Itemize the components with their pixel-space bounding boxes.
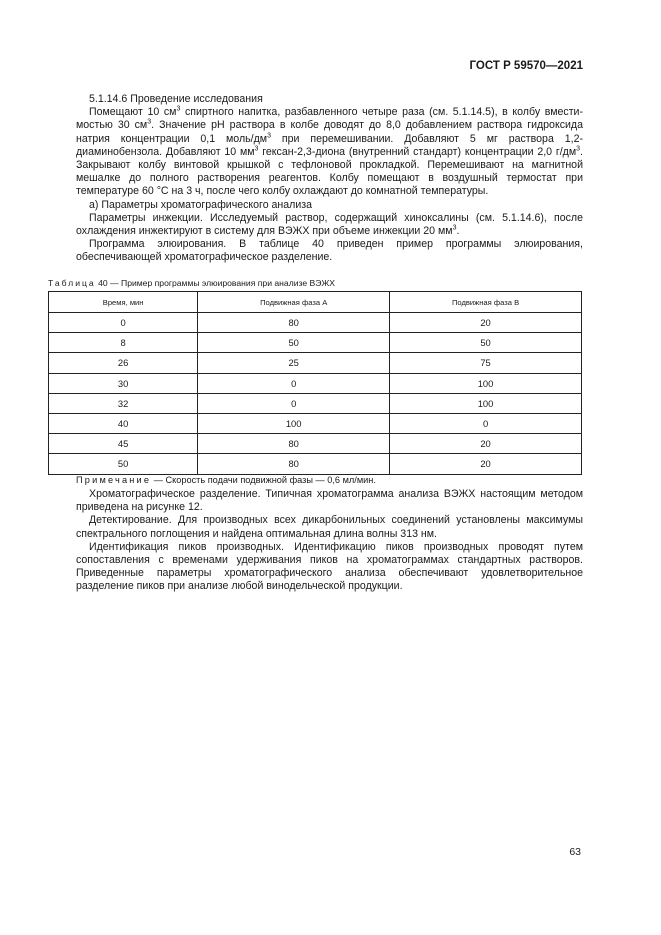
- cell-time: 26: [49, 353, 198, 373]
- page-number: 63: [569, 846, 581, 858]
- section-body-continued: [76, 488, 583, 594]
- cell-phase-a: 80: [198, 313, 390, 333]
- cell-phase-b: 20: [390, 434, 582, 454]
- section-body: [76, 93, 583, 265]
- paragraph-procedure: Помещают 10 $см^3$ спиртного напитка, разбавленного четыре раза (см. 5.1.14.5), в колбу вмести-мостью 30 $см^3$. Значение pH раствора в колбе доводят до 8,0 добавлением раствора гидроксида натрия концентрации 0,1 моль/$дм^3$ при перемешивании. Добавляют 5 мг раствора 1,2-диаминобензола. Добавляют 10 $мм^3$ гексан-2,3-диона (внутренний стандарт) концентрации 2,0 $г/дм^3$. Закрывают колбу винтовой крышкой с тефлоновой прокладкой. Перемешивают на магнитной мешалке до полного растворения реагентов. Колбу помещают в воздушный термостат при температуре 60 °С на 3 ч, после чего колбу охлаждают до комнатной температуры.: [76, 105, 584, 198]
- cell-time: 0: [49, 313, 198, 333]
- column-header: Подвижная фаза В: [390, 292, 582, 313]
- cell-phase-b: 20: [390, 313, 582, 333]
- cell-phase-a: 80: [198, 454, 390, 474]
- table-caption: Таблица 40 — Пример программы элюирования при анализе ВЭЖХ: [48, 278, 335, 288]
- cell-time: 30: [49, 373, 198, 393]
- section-title: 5.1.14.6 Проведение исследования: [89, 93, 263, 105]
- cell-phase-b: 75: [390, 353, 582, 373]
- table-row: [49, 393, 582, 413]
- elution-table: [48, 291, 582, 475]
- table-row: [49, 373, 582, 393]
- table-header-row: [49, 292, 582, 313]
- cell-phase-b: 0: [390, 413, 582, 433]
- cell-time: 8: [49, 333, 198, 353]
- paragraph-separation: Хроматографическое разделение. Типичная хроматограмма анализа ВЭЖХ настоящим методом приведена на рисунке 12.: [76, 488, 583, 514]
- paragraph-identification: Идентификация пиков производных. Идентификацию пиков производных проводят путем сопоставления с временами удерживания пиков на хроматограммах стандартных растворов. Приведенные параметры хроматографического анализа обеспечивают удовлетворительное разделение пиков при анализе любой винодельческой продукции.: [76, 540, 583, 593]
- cell-phase-a: 80: [198, 434, 390, 454]
- paragraph-injection: Параметры инжекции. Исследуемый раствор, содержащий хиноксалины (см. 5.1.14.6), после охлаждения инжектируют в систему для ВЭЖХ при объеме инжекции 20 $мм^3$.: [76, 211, 583, 238]
- cell-phase-b: 100: [390, 373, 582, 393]
- column-header: Время, мин: [49, 292, 198, 313]
- column-header: Подвижная фаза А: [198, 292, 390, 313]
- standard-code: ГОСТ Р 59570—2021: [469, 60, 583, 72]
- cell-time: 50: [49, 454, 198, 474]
- table-row: [49, 353, 582, 373]
- table-row: [49, 333, 582, 353]
- table-row: [49, 313, 582, 333]
- cell-phase-a: 25: [198, 353, 390, 373]
- cell-time: 45: [49, 434, 198, 454]
- cell-phase-a: 100: [198, 413, 390, 433]
- paragraph-detection: Детектирование. Для производных всех дикарбонильных соединений установлены максимумы спектрального поглощения и найдена оптимальная длина волны 313 нм.: [76, 514, 583, 540]
- cell-time: 32: [49, 393, 198, 413]
- cell-phase-b: 20: [390, 454, 582, 474]
- table-row: [49, 454, 582, 474]
- table-row: [49, 413, 582, 433]
- cell-time: 40: [49, 413, 198, 433]
- cell-phase-b: 50: [390, 333, 582, 353]
- cell-phase-a: 0: [198, 393, 390, 413]
- table-note: Примечание — Скорость подачи подвижной фазы — 0,6 мл/мин.: [76, 475, 376, 485]
- cell-phase-a: 0: [198, 373, 390, 393]
- paragraph-elution: Программа элюирования. В таблице 40 приведен пример программы элюирования, обеспечивающей хроматографическое разделение.: [76, 238, 583, 264]
- subheading-chromatography: а) Параметры хроматографического анализа: [89, 198, 313, 211]
- cell-phase-b: 100: [390, 393, 582, 413]
- cell-phase-a: 50: [198, 333, 390, 353]
- table-row: [49, 434, 582, 454]
